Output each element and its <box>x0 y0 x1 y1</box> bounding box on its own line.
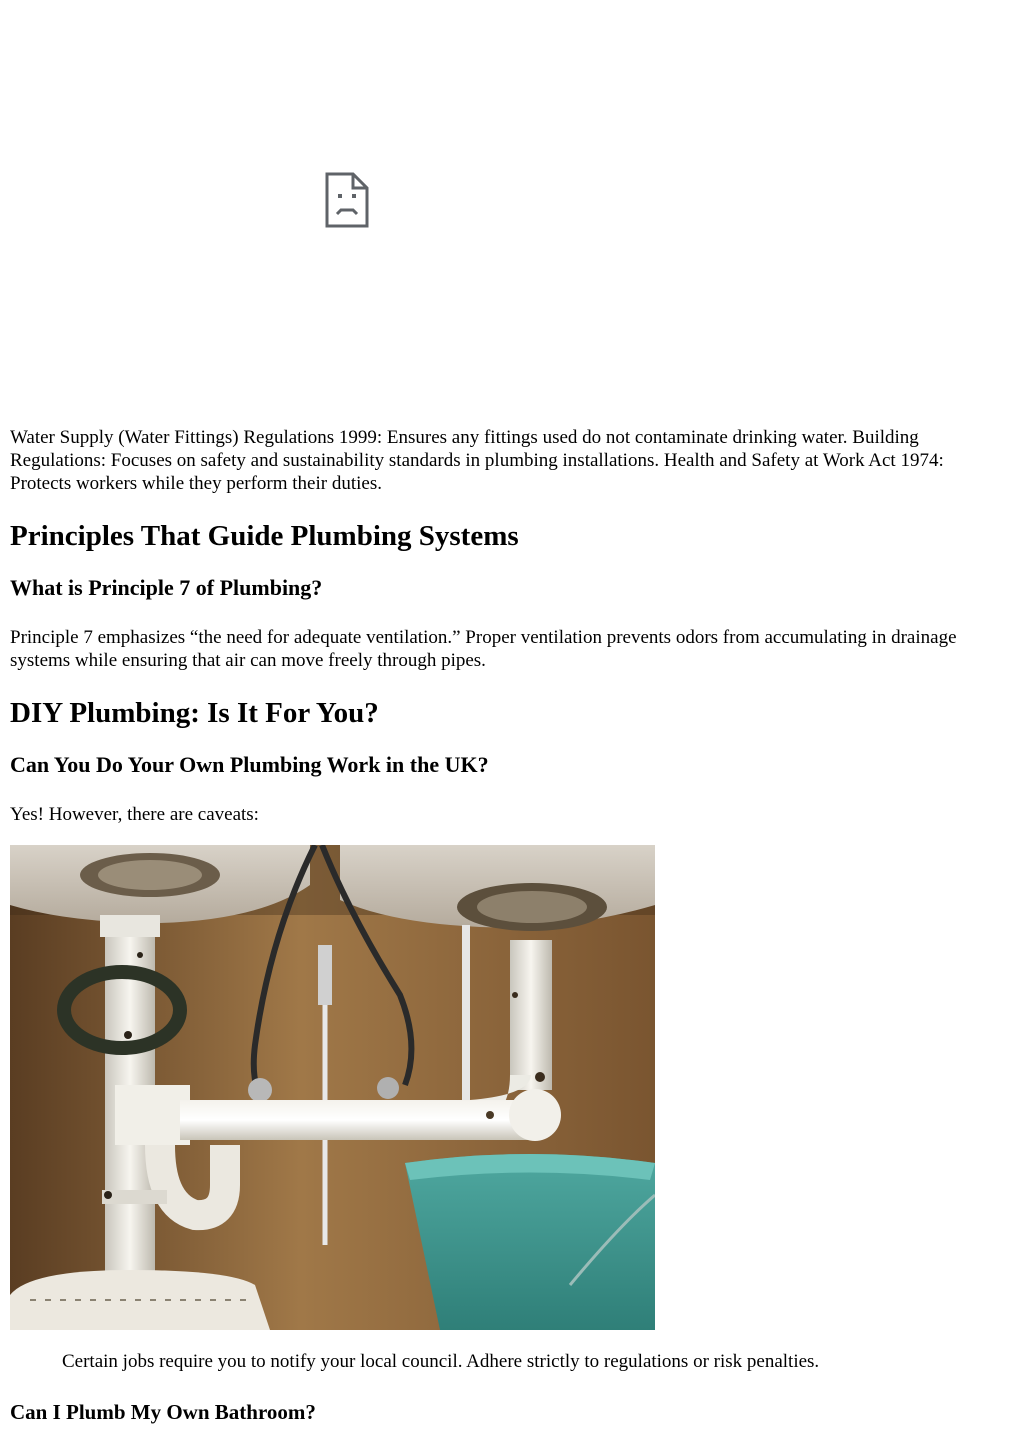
broken-embed-frame <box>10 0 682 400</box>
heading-principles: Principles That Guide Plumbing Systems <box>10 520 519 552</box>
broken-document-icon <box>325 172 369 228</box>
paragraph-principle-7: Principle 7 emphasizes “the need for adequate ventilation.” Proper ventilation prevents odors from accumulating in drainage systems while ensuring that air can move freely through pipes. <box>10 627 957 671</box>
heading-bathroom: Can I Plumb My Own Bathroom? <box>10 1400 316 1424</box>
article-content <box>10 426 1000 1425</box>
heading-principle-7: What is Principle 7 of Plumbing? <box>10 575 323 600</box>
under-sink-pipes-photo <box>10 845 655 1330</box>
heading-uk: Can You Do Your Own Plumbing Work in the UK? <box>10 752 489 777</box>
paragraph-yes: Yes! However, there are caveats: <box>10 804 259 825</box>
paragraph-regulations: Water Supply (Water Fittings) Regulations 1999: Ensures any fittings used do not contaminate drinking water. Building Regulations: Focuses on safety and sustainability standards in plumbing installations. Health and Safety at Work Act 1974: Protects workers while they perform their duties. <box>10 427 944 494</box>
heading-diy: DIY Plumbing: Is It For You? <box>10 697 379 729</box>
note-council: Certain jobs require you to notify your local council. Adhere strictly to regulations or risk penalties. <box>62 1351 820 1372</box>
